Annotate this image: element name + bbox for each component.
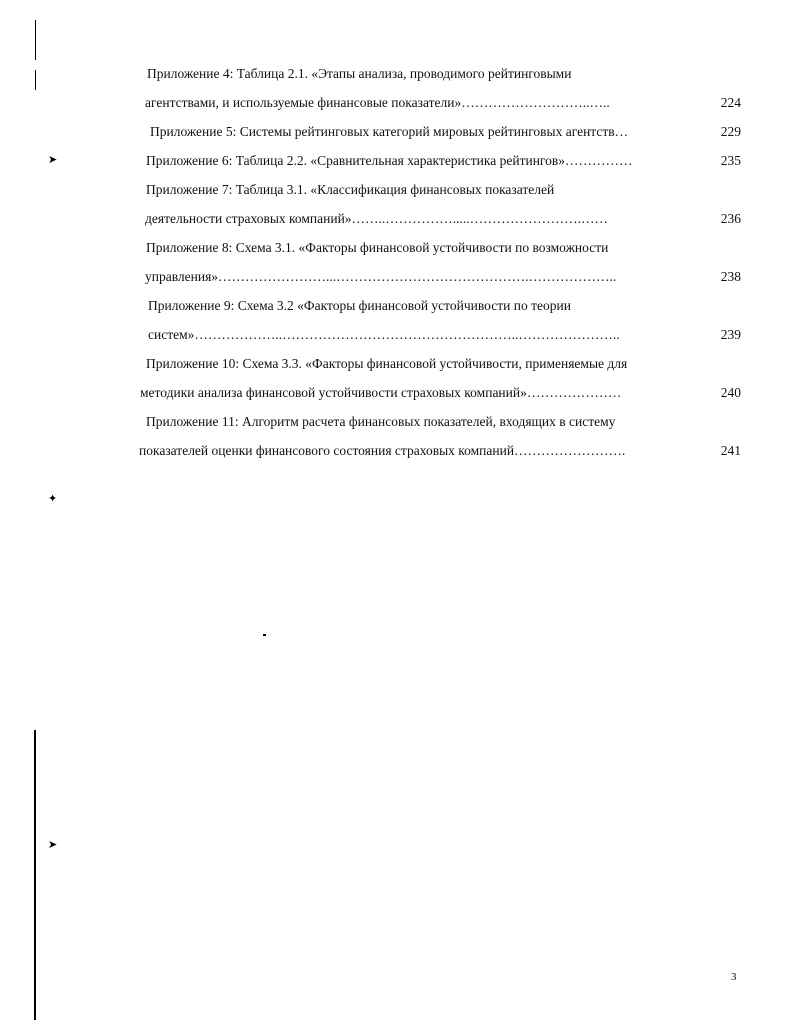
toc-entry-text: агентствами, и используемые финансовые показатели»………………………..….. <box>145 95 610 110</box>
toc-page-number: 235 <box>720 153 741 168</box>
toc-entry-text: Приложение 10: Схема 3.3. «Факторы финансовой устойчивости, применяемые для <box>146 356 628 371</box>
toc-entry-text: Приложение 6: Таблица 2.2. «Сравнительная характеристика рейтингов»…………… <box>146 153 633 168</box>
toc-entry-text: Приложение 5: Системы рейтинговых категорий мировых рейтинговых агентств… <box>150 124 629 139</box>
toc-page-number: 239 <box>720 327 741 342</box>
scan-margin-line <box>35 20 36 60</box>
toc-page-number: 236 <box>720 211 741 226</box>
toc-entry-text: управления»……………………...…………………………………….……………….. <box>145 269 617 284</box>
toc-entry-text: Приложение 11: Алгоритм расчета финансовых показателей, входящих в систему <box>146 414 616 429</box>
toc-page-number: 229 <box>720 124 741 139</box>
toc-entry-text: Приложение 9: Схема 3.2 «Факторы финансовой устойчивости по теории <box>148 298 571 313</box>
scan-arrow-icon: ➤ <box>48 839 58 851</box>
toc-entry-text: Приложение 8: Схема 3.1. «Факторы финансовой устойчивости по возможности <box>146 240 609 255</box>
toc-page-number: 224 <box>720 95 741 110</box>
toc-entry-text: деятельности страховых компаний»……..…………….....…………………….…… <box>145 211 609 226</box>
toc-page-number: 240 <box>720 385 741 400</box>
toc-page-number: 238 <box>720 269 741 284</box>
toc-page-number: 241 <box>720 443 741 458</box>
scan-margin-line <box>34 730 36 1020</box>
toc-entry-text: Приложение 7: Таблица 3.1. «Классификация финансовых показателей <box>146 182 555 197</box>
toc-entry-text: Приложение 4: Таблица 2.1. «Этапы анализа, проводимого рейтинговыми <box>147 66 572 81</box>
page-number: 3 <box>731 971 737 983</box>
scan-dot <box>263 634 266 636</box>
toc-entry-text: систем»………………..……………………………………………..………………….. <box>148 327 620 342</box>
toc-entry-text: методики анализа финансовой устойчивости страховых компаний»………………… <box>140 385 622 400</box>
toc-entry-text: показателей оценки финансового состояния страховых компаний……………………. <box>139 443 626 458</box>
scan-arrow-icon: ✦ <box>48 493 58 505</box>
scan-arrow-icon: ➤ <box>48 154 58 166</box>
scan-margin-line <box>35 70 36 90</box>
